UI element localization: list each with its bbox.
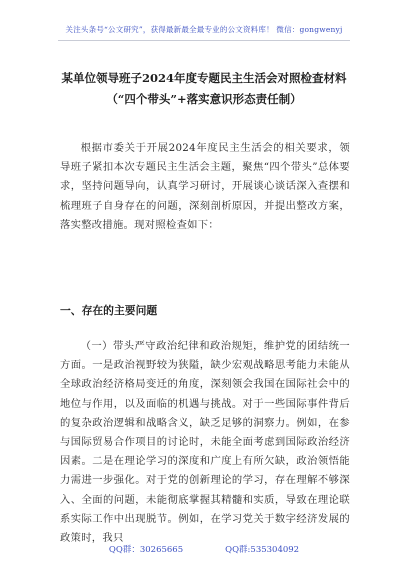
section-heading: 一、存在的主要问题: [60, 304, 158, 317]
page-footer: [0, 543, 408, 555]
document-title: 某单位领导班子2024年度专题民主生活会对照检查材料: [61, 71, 347, 85]
document-subtitle: （“四个带头”+落实意识形态责任制）: [106, 92, 302, 106]
body-paragraph: （一）带头严守政治纪律和政治规矩，维护党的团结统一方面。一是政治视野较为狭隘，缺少宏观战略思考能力未能从全球政治经济格局变迁的角度，深刻领会我国在国际社会中的地位与作用，以及面临的机遇与挑战。对于一些国际事件背后的复杂政治逻辑和战略含义，缺乏足够的洞察力。例如，在参与国际贸易合作项目的讨论时，未能全面考虑到国际政治经济因素。二是在理论学习的深度和广度上有所欠缺，政治领悟能力需进一步强化。对于党的创新理论的学习，存在理解不够深入、全面的问题，未能彻底掌握其精髓和实质，导致在理论联系实际工作中出现脱节。例如，在学习党关于数字经济发展的政策时，我只: [60, 340, 350, 545]
intro-paragraph: 根据市委关于开展2024年度民主生活会的相关要求，领导班子紧扣本次专题民主生活会主题，聚焦“四个带头”总体要求，坚持问题导向，认真学习研讨，开展谈心谈话深入查摆和梳理班子自身存在的问题，深刻剖析原因，并提出整改方案，落实整改措施。现对照检查如下：: [60, 142, 350, 231]
footer-qq-group-2: QQ群:535304092: [225, 545, 300, 555]
page-header-banner: 关注头条号“公文研究”，获得最新最全最专业的公文资料库！ 微信：gongwenyj: [65, 25, 343, 34]
footer-qq-group-1: QQ群：30265665: [108, 545, 184, 555]
header-divider: [58, 40, 350, 41]
